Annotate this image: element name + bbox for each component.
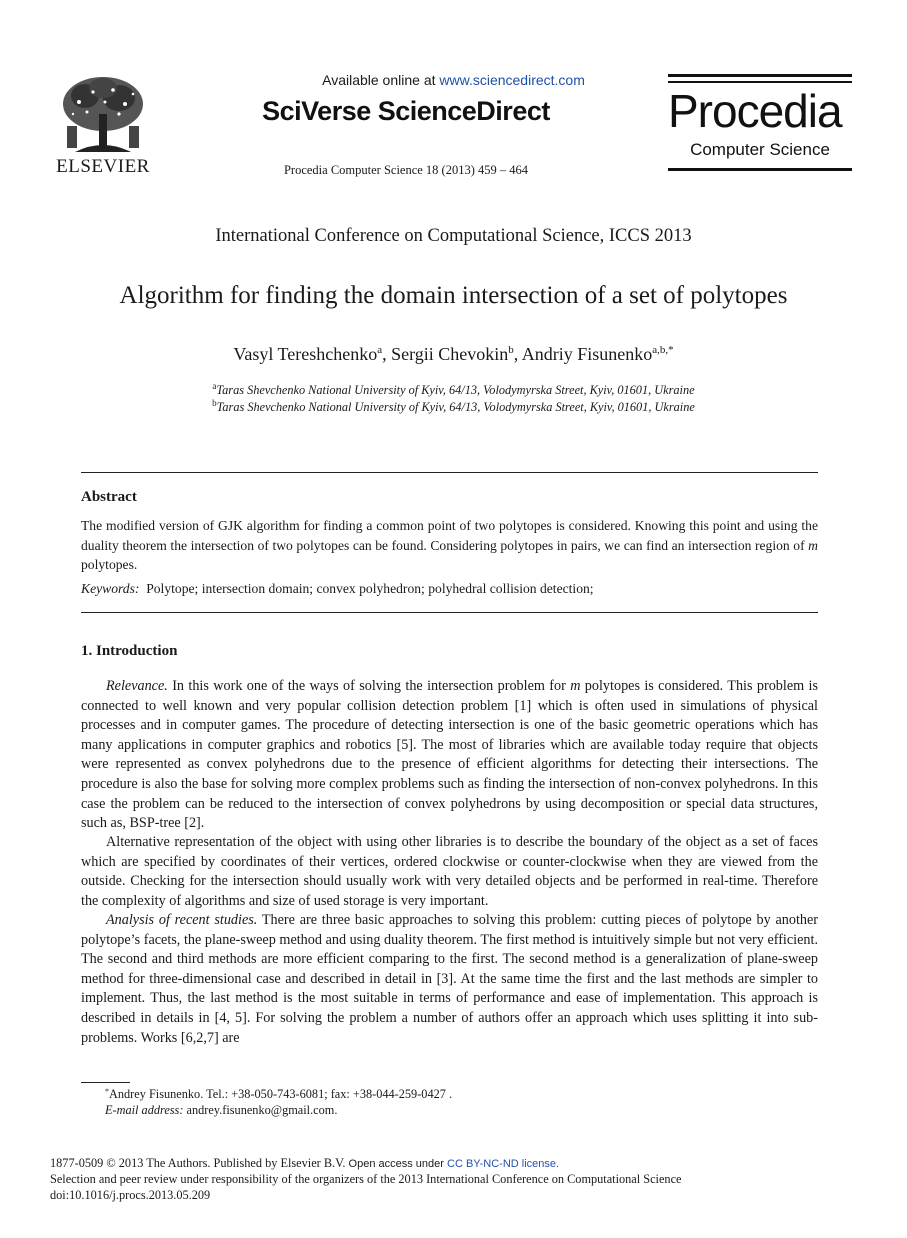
- procedia-rule-top: [668, 74, 852, 77]
- footnote-rule: [81, 1082, 130, 1083]
- author-separator: ,: [382, 344, 392, 364]
- author-separator: ,: [513, 344, 522, 364]
- author-affil-mark: b: [508, 344, 514, 356]
- copyright-text: 1877-0509 © 2013 The Authors. Published by Elsevier B.V.: [50, 1156, 349, 1170]
- elsevier-wordmark: ELSEVIER: [56, 156, 150, 177]
- footnote-contact-text: Andrey Fisunenko. Tel.: +38-050-743-6081; fax: +38-044-259-0427 .: [109, 1087, 453, 1101]
- license-link[interactable]: CC BY-NC-ND license.: [447, 1158, 560, 1170]
- copyright-line: [50, 1155, 559, 1173]
- author-name: Andriy Fisunenko: [521, 344, 653, 364]
- author-affil-mark: a,b,*: [652, 344, 674, 356]
- keywords-text: Polytope; intersection domain; convex polyhedron; polyhedral collision detection;: [146, 581, 594, 596]
- procedia-subtitle: Computer Science: [690, 140, 830, 159]
- abstract-text: [81, 516, 818, 575]
- footnote-contact: [105, 1086, 452, 1102]
- footnote-email: [105, 1102, 337, 1118]
- open-access-text: Open access under: [348, 1158, 447, 1170]
- intro-paragraph-1: [81, 677, 818, 834]
- paper-title: Algorithm for finding the domain intersection of a set of polytopes: [119, 282, 788, 309]
- author-name: Sergii Chevokin: [391, 344, 509, 364]
- journal-reference: Procedia Computer Science 18 (2013) 459 – 464: [283, 163, 529, 177]
- sciverse-sciencedirect-wordmark: SciVerse ScienceDirect: [262, 96, 550, 126]
- abstract-text-a: The modified version of GJK algorithm for finding a common point of two polytopes is considered. Knowing this point and using the duality theorem the intersection of two polytopes can be found. Considering polytopes in pairs, we can find an intersection region of: [81, 518, 818, 553]
- intro-p3-text: There are three basic approaches to solving this problem: cutting pieces of polytope by another polytope’s facets, the plane-sweep method and using duality theorem. The first method is intuitively simple but not very efficient. The second and third methods are more efficient comparing to the first. The second method is a generalization of plane-sweep method for three-dimensional case and described in detail in [3]. At the same time the first and the last methods are simpler to implement. Thus, the last method is the most suitable in terms of performance and ease of implementation. This approach is described in details in [4, 5]. For solving the problem a number of authors offer an approach which uses splitting it into sub-problems. Works [6,2,7] are: [81, 912, 818, 1046]
- affiliation-a: [0, 383, 907, 398]
- abstract-heading: Abstract: [81, 489, 137, 505]
- available-prefix: Available online at: [322, 72, 440, 88]
- doi-line[interactable]: doi:10.1016/j.procs.2013.05.209: [50, 1188, 211, 1202]
- affiliation-b: [0, 400, 907, 415]
- email-address[interactable]: andrey.fisunenko@gmail.com.: [183, 1103, 338, 1117]
- intro-p1-italic: Relevance.: [106, 678, 168, 694]
- keywords-line: [81, 581, 818, 597]
- affiliation-mark: b: [212, 398, 217, 408]
- author-affil-mark: a: [377, 344, 383, 356]
- abstract-text-b: polytopes.: [81, 557, 138, 573]
- procedia-rule-bottom: [668, 168, 852, 171]
- affiliation-text: Taras Shevchenko National University of Kyiv, 64/13, Volodymyrska Street, Kyiv, 01601, Ukraine: [216, 383, 695, 397]
- affiliation-mark: a: [212, 381, 217, 391]
- divider-bottom: [81, 612, 818, 613]
- footnote-mark: *: [105, 1087, 109, 1096]
- intro-paragraph-3: [81, 911, 818, 1048]
- abstract-italic-m: m: [808, 537, 818, 553]
- divider-top: [81, 472, 818, 473]
- intro-p1-b: polytopes is considered. This problem is connected to well known and very popular collision detection problem [1] which is often used in simulations of physical processes and in computer games. The procedure of detecting intersection is one of the basic geometric operations which has many applications in computer graphics and robotics [5]. The most of libraries which are available today require that objects were represented as convex polyhedrons due to the presence of efficient algorithms for detecting their intersections. The procedure is also the base for solving more complex problems such as finding the intersection of non-convex polyhedrons. In this case the problem can be reduced to the intersection of convex polyhedrons by using decomposition or special data structures, such as, BSP-tree [2].: [81, 678, 818, 832]
- intro-paragraph-2: Alternative representation of the object with using other libraries is to describe the boundary of the object as a set of faces which are specified by coordinates of their vertices, ordered clockwise or counter-clockwise when they are viewed from the outside. Checking for the intersection should usually work with very detailed objects and be performed in real-time. Therefore the complexity of algorithms and size of used storage is very important.: [81, 834, 818, 909]
- introduction-heading: 1. Introduction: [81, 643, 178, 659]
- intro-p1-a: In this work one of the ways of solving the intersection problem for: [167, 678, 571, 694]
- procedia-wordmark: Procedia: [668, 85, 842, 137]
- peer-review-line: Selection and peer review under responsibility of the organizers of the 2013 International Conference on Computational Science: [50, 1172, 682, 1186]
- sciencedirect-link[interactable]: www.sciencedirect.com: [439, 72, 585, 88]
- keywords-label: Keywords:: [81, 581, 140, 596]
- procedia-logo: [668, 74, 852, 175]
- procedia-rule-top-thin: [668, 81, 852, 83]
- author-name: Vasyl Tereshchenko: [233, 344, 378, 364]
- affiliation-text: Taras Shevchenko National University of Kyiv, 64/13, Volodymyrska Street, Kyiv, 01601, Ukraine: [216, 400, 695, 414]
- conference-name: International Conference on Computational Science, ICCS 2013: [215, 226, 692, 246]
- author-list: [0, 344, 907, 365]
- email-label: E-mail address:: [105, 1103, 184, 1117]
- intro-p1-m: m: [570, 678, 581, 694]
- intro-p3-italic: Analysis of recent studies.: [106, 912, 258, 928]
